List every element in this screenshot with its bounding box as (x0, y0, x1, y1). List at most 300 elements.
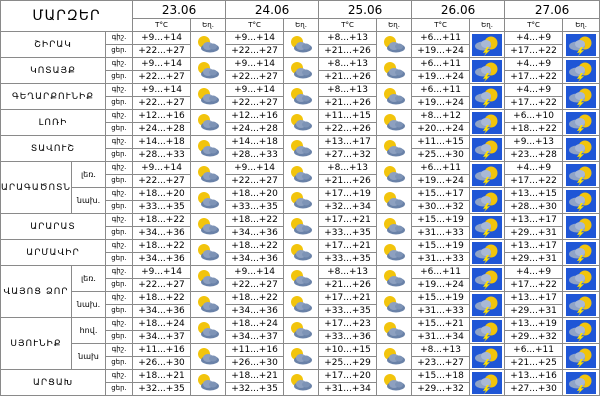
sun-thundercloud-icon (472, 86, 502, 108)
weather-cell (470, 266, 505, 292)
sun-thundercloud-icon (566, 346, 596, 368)
sun-behind-cloud-icon (381, 113, 407, 133)
sun-thundercloud-icon (566, 294, 596, 316)
weather-cell (377, 188, 412, 214)
table-row (1, 344, 600, 370)
weather-cell (191, 32, 226, 58)
night-temp: +11...+15 (324, 111, 371, 121)
temperature-cell (412, 136, 470, 162)
day-temp: +29...+31 (505, 226, 562, 239)
table-row (1, 370, 600, 396)
night-temp: +9...+14 (234, 267, 275, 277)
weather-cell (377, 58, 412, 84)
night-temp: +18...+22 (231, 215, 278, 225)
day-temp: +24...+28 (226, 122, 283, 135)
day-temp: +34...+37 (133, 330, 190, 343)
day-temp: +21...+26 (319, 44, 376, 57)
night-temp: +13...+17 (324, 137, 371, 147)
weather-cell (191, 110, 226, 136)
sun-behind-cloud-icon (288, 87, 314, 107)
day-temp: +22...+27 (226, 96, 283, 109)
sun-thundercloud-icon (472, 372, 502, 394)
day-temp: +21...+26 (319, 278, 376, 291)
day-temp: +18...+22 (505, 122, 562, 135)
sun-thundercloud-icon (566, 320, 596, 342)
temperature-cell (412, 58, 470, 84)
day-temp: +28...+30 (505, 200, 562, 213)
subregion-name: նախ. (72, 292, 106, 318)
night-temp: +15...+19 (417, 241, 464, 251)
temp-header: T°C (505, 19, 563, 32)
night-temp: +18...+24 (231, 319, 278, 329)
subregion-name: հով. (72, 318, 106, 344)
day-temp: +22...+27 (226, 70, 283, 83)
sun-behind-cloud-icon (195, 243, 221, 263)
sun-behind-cloud-icon (288, 295, 314, 315)
region-name: ԱՐՄԱՎԻՐ (1, 240, 106, 266)
regions-header: ՄԱՐԶԵՐ (1, 1, 133, 32)
day-temp: +29...+32 (412, 382, 469, 395)
temperature-cell (133, 58, 191, 84)
weather-cell (191, 344, 226, 370)
day-label: ցեր. (106, 148, 132, 161)
table-row (1, 188, 600, 214)
sun-thundercloud-icon (566, 216, 596, 238)
weather-cell (191, 370, 226, 396)
night-temp: +8...+13 (327, 33, 368, 43)
sun-behind-cloud-icon (381, 191, 407, 211)
night-temp: +11...+15 (417, 137, 464, 147)
weather-cell (470, 162, 505, 188)
night-temp: +18...+22 (138, 241, 185, 251)
night-label: գիշ. (111, 293, 127, 301)
temperature-cell (412, 370, 470, 396)
table-row (1, 110, 600, 136)
temperature-cell (505, 292, 563, 318)
subregion-name: լեռ. (72, 266, 106, 292)
sun-thundercloud-icon (472, 242, 502, 264)
day-temp: +26...+30 (226, 356, 283, 369)
sun-behind-cloud-icon (381, 217, 407, 237)
night-temp: +12...+16 (138, 111, 185, 121)
night-temp: +6...+10 (513, 111, 554, 121)
sun-behind-cloud-icon (288, 217, 314, 237)
day-label: ցեր. (106, 330, 132, 343)
night-temp: +4...+9 (516, 59, 552, 69)
day-temp: +17...+22 (505, 174, 562, 187)
temperature-cell (412, 344, 470, 370)
temperature-cell (226, 58, 284, 84)
temp-header: T°C (133, 19, 191, 32)
temperature-cell (505, 32, 563, 58)
day-temp: +31...+33 (412, 226, 469, 239)
night-temp: +6...+11 (420, 33, 461, 43)
weather-cell (563, 58, 600, 84)
weather-cell (377, 370, 412, 396)
weather-cell (563, 318, 600, 344)
temperature-cell (226, 318, 284, 344)
sun-behind-cloud-icon (195, 165, 221, 185)
night-temp: +15...+19 (417, 293, 464, 303)
sun-thundercloud-icon (566, 86, 596, 108)
table-row (1, 32, 600, 58)
sun-behind-cloud-icon (195, 139, 221, 159)
date-header: 23.06 (133, 1, 226, 19)
sun-behind-cloud-icon (381, 165, 407, 185)
temperature-cell (505, 136, 563, 162)
day-temp: +33...+35 (319, 226, 376, 239)
night-temp: +8...+13 (327, 85, 368, 95)
day-temp: +28...+33 (226, 148, 283, 161)
sun-behind-cloud-icon (195, 191, 221, 211)
day-temp: +32...+35 (226, 382, 283, 395)
night-label: գիշ. (111, 163, 127, 171)
day-temp: +33...+35 (226, 200, 283, 213)
temperature-cell (412, 266, 470, 292)
sun-behind-cloud-icon (195, 217, 221, 237)
temperature-cell (319, 32, 377, 58)
temperature-cell (412, 240, 470, 266)
day-label: ցեր. (106, 304, 132, 317)
day-temp: +31...+33 (412, 304, 469, 317)
time-of-day (106, 162, 133, 188)
night-temp: +4...+9 (516, 267, 552, 277)
night-temp: +18...+21 (231, 371, 278, 381)
night-temp: +9...+14 (141, 33, 182, 43)
sun-thundercloud-icon (472, 112, 502, 134)
day-temp: +26...+30 (133, 356, 190, 369)
weather-cell (563, 240, 600, 266)
sun-behind-cloud-icon (288, 139, 314, 159)
weather-cell (377, 266, 412, 292)
weather-cell (470, 58, 505, 84)
temperature-cell (133, 344, 191, 370)
temperature-cell (319, 214, 377, 240)
temperature-cell (505, 240, 563, 266)
time-of-day (106, 344, 133, 370)
weather-cell (377, 318, 412, 344)
temperature-cell (505, 214, 563, 240)
temperature-cell (505, 370, 563, 396)
sun-thundercloud-icon (472, 346, 502, 368)
day-temp: +21...+26 (319, 70, 376, 83)
sun-behind-cloud-icon (381, 139, 407, 159)
temperature-cell (226, 266, 284, 292)
night-temp: +14...+18 (231, 137, 278, 147)
day-temp: +17...+22 (505, 278, 562, 291)
weather-cell (470, 110, 505, 136)
night-label: գիշ. (111, 215, 127, 223)
temperature-cell (319, 266, 377, 292)
sun-thundercloud-icon (566, 34, 596, 56)
temperature-cell (505, 266, 563, 292)
day-temp: +23...+28 (505, 148, 562, 161)
time-of-day (106, 110, 133, 136)
day-temp: +34...+36 (133, 226, 190, 239)
weather-cell (470, 84, 505, 110)
day-temp: +34...+37 (226, 330, 283, 343)
sun-thundercloud-icon (566, 372, 596, 394)
weather-cell (284, 58, 319, 84)
night-temp: +8...+13 (327, 163, 368, 173)
weather-cell (284, 188, 319, 214)
weather-cell (191, 162, 226, 188)
day-temp: +29...+31 (505, 252, 562, 265)
night-label: գիշ. (111, 189, 127, 197)
day-temp: +22...+27 (133, 70, 190, 83)
weather-header: Եղ. (284, 19, 319, 32)
night-temp: +13...+19 (510, 319, 557, 329)
weather-cell (284, 84, 319, 110)
temperature-cell (505, 318, 563, 344)
temperature-cell (133, 370, 191, 396)
night-temp: +18...+22 (231, 293, 278, 303)
night-label: գիշ. (111, 59, 127, 67)
temperature-cell (319, 136, 377, 162)
day-temp: +21...+26 (319, 96, 376, 109)
weather-cell (284, 32, 319, 58)
weather-cell (563, 136, 600, 162)
sun-behind-cloud-icon (381, 87, 407, 107)
date-header: 27.06 (505, 1, 600, 19)
night-temp: +18...+22 (231, 241, 278, 251)
night-temp: +9...+14 (141, 59, 182, 69)
sun-thundercloud-icon (472, 216, 502, 238)
temperature-cell (319, 240, 377, 266)
sun-behind-cloud-icon (288, 347, 314, 367)
temperature-cell (505, 58, 563, 84)
sun-behind-cloud-icon (195, 269, 221, 289)
temperature-cell (412, 292, 470, 318)
temperature-cell (226, 136, 284, 162)
day-temp: +33...+35 (133, 200, 190, 213)
day-temp: +24...+28 (133, 122, 190, 135)
weather-cell (563, 32, 600, 58)
temperature-cell (505, 162, 563, 188)
date-header: 25.06 (319, 1, 412, 19)
temperature-cell (226, 292, 284, 318)
night-temp: +9...+14 (141, 85, 182, 95)
weather-header: Եղ. (191, 19, 226, 32)
day-temp: +32...+34 (319, 200, 376, 213)
temperature-cell (319, 344, 377, 370)
day-temp: +22...+27 (226, 44, 283, 57)
temperature-cell (412, 162, 470, 188)
sun-behind-cloud-icon (195, 347, 221, 367)
night-temp: +17...+23 (324, 319, 371, 329)
sun-behind-cloud-icon (381, 295, 407, 315)
day-label: ցեր. (106, 356, 132, 369)
temperature-cell (319, 84, 377, 110)
day-temp: +29...+32 (505, 330, 562, 343)
subregion-name: նախ (72, 344, 106, 370)
night-temp: +13...+17 (510, 241, 557, 251)
time-of-day (106, 136, 133, 162)
night-temp: +13...+15 (510, 189, 557, 199)
day-label: ցեր. (106, 252, 132, 265)
day-label: ցեր. (106, 122, 132, 135)
region-name: ԱՐՑԱԽ (1, 370, 106, 396)
table-row (1, 58, 600, 84)
day-temp: +31...+34 (412, 330, 469, 343)
sun-behind-cloud-icon (195, 321, 221, 341)
temperature-cell (226, 32, 284, 58)
night-temp: +18...+22 (138, 293, 185, 303)
sun-thundercloud-icon (472, 320, 502, 342)
temperature-cell (226, 110, 284, 136)
day-temp: +21...+25 (505, 356, 562, 369)
time-of-day (106, 188, 133, 214)
day-temp: +32...+35 (133, 382, 190, 395)
weather-cell (284, 292, 319, 318)
temperature-cell (226, 162, 284, 188)
weather-cell (563, 162, 600, 188)
night-temp: +15...+17 (417, 189, 464, 199)
weather-cell (470, 344, 505, 370)
temperature-cell (319, 58, 377, 84)
day-temp: +21...+26 (319, 174, 376, 187)
temperature-cell (133, 266, 191, 292)
night-label: գիշ. (111, 241, 127, 249)
day-label: ցեր. (106, 382, 132, 395)
weather-cell (191, 58, 226, 84)
day-temp: +34...+36 (226, 304, 283, 317)
weather-header: Եղ. (377, 19, 412, 32)
night-temp: +8...+13 (327, 59, 368, 69)
weather-cell (563, 84, 600, 110)
night-temp: +9...+14 (234, 163, 275, 173)
night-label: գիշ. (111, 85, 127, 93)
temperature-cell (226, 84, 284, 110)
day-temp: +33...+35 (319, 304, 376, 317)
temperature-cell (133, 240, 191, 266)
region-name: ԳԵՂԱՐՔՈՒՆԻՔ (1, 84, 106, 110)
night-temp: +8...+13 (420, 345, 461, 355)
table-row (1, 162, 600, 188)
sun-thundercloud-icon (472, 138, 502, 160)
time-of-day (106, 266, 133, 292)
sun-behind-cloud-icon (288, 113, 314, 133)
day-temp: +19...+24 (412, 278, 469, 291)
night-label: գիշ. (111, 111, 127, 119)
night-temp: +10...+15 (324, 345, 371, 355)
temp-header: T°C (412, 19, 470, 32)
weather-cell (377, 240, 412, 266)
sun-behind-cloud-icon (381, 347, 407, 367)
night-temp: +17...+19 (324, 189, 371, 199)
table-row (1, 292, 600, 318)
weather-header: Եղ. (470, 19, 505, 32)
region-name: ԼՈՌԻ (1, 110, 106, 136)
day-temp: +17...+22 (505, 96, 562, 109)
table-row (1, 84, 600, 110)
table-row (1, 136, 600, 162)
temperature-cell (412, 84, 470, 110)
day-label: ցեր. (106, 200, 132, 213)
night-temp: +6...+11 (420, 85, 461, 95)
weather-cell (470, 318, 505, 344)
sun-behind-cloud-icon (288, 269, 314, 289)
weather-cell (470, 32, 505, 58)
sun-thundercloud-icon (566, 138, 596, 160)
sun-behind-cloud-icon (195, 113, 221, 133)
day-temp: +22...+27 (226, 278, 283, 291)
night-temp: +15...+21 (417, 319, 464, 329)
night-temp: +15...+19 (417, 215, 464, 225)
time-of-day (106, 32, 133, 58)
sun-thundercloud-icon (472, 60, 502, 82)
sun-behind-cloud-icon (195, 87, 221, 107)
weather-cell (470, 292, 505, 318)
weather-cell (563, 370, 600, 396)
sun-thundercloud-icon (472, 34, 502, 56)
sun-behind-cloud-icon (381, 373, 407, 393)
temperature-cell (133, 318, 191, 344)
temperature-cell (226, 370, 284, 396)
temperature-cell (133, 162, 191, 188)
day-temp: +22...+27 (133, 44, 190, 57)
temperature-cell (412, 110, 470, 136)
table-row (1, 318, 600, 344)
night-temp: +4...+9 (516, 163, 552, 173)
night-temp: +17...+20 (324, 371, 371, 381)
temp-header: T°C (226, 19, 284, 32)
weather-cell (377, 292, 412, 318)
temperature-cell (133, 110, 191, 136)
weather-cell (284, 266, 319, 292)
night-temp: +9...+14 (141, 267, 182, 277)
day-temp: +34...+36 (133, 304, 190, 317)
day-label: ցեր. (106, 70, 132, 83)
temperature-cell (133, 32, 191, 58)
sun-thundercloud-icon (472, 268, 502, 290)
weather-cell (377, 344, 412, 370)
region-name: ՎԱՅՈՑ ՁՈՐ (1, 266, 72, 318)
weather-cell (284, 318, 319, 344)
sun-thundercloud-icon (566, 112, 596, 134)
day-temp: +22...+27 (226, 174, 283, 187)
night-temp: +6...+11 (420, 163, 461, 173)
day-temp: +31...+34 (319, 382, 376, 395)
temperature-cell (133, 188, 191, 214)
weather-cell (377, 214, 412, 240)
day-temp: +31...+33 (412, 252, 469, 265)
region-name: ՍՅՈՒՆԻՔ (1, 318, 72, 370)
day-temp: +22...+27 (133, 96, 190, 109)
night-temp: +11...+16 (138, 345, 185, 355)
day-temp: +19...+24 (412, 44, 469, 57)
night-label: գիշ. (111, 345, 127, 353)
time-of-day (106, 58, 133, 84)
day-temp: +29...+31 (505, 304, 562, 317)
weather-cell (563, 188, 600, 214)
temperature-cell (319, 318, 377, 344)
day-temp: +33...+35 (319, 252, 376, 265)
day-temp: +22...+27 (133, 174, 190, 187)
day-temp: +34...+36 (133, 252, 190, 265)
weather-cell (284, 214, 319, 240)
day-temp: +25...+29 (319, 356, 376, 369)
night-temp: +8...+12 (420, 111, 461, 121)
subregion-name: նախ. (72, 188, 106, 214)
night-temp: +18...+20 (138, 189, 185, 199)
day-temp: +27...+30 (505, 382, 562, 395)
night-label: գիշ. (111, 371, 127, 379)
sun-thundercloud-icon (472, 164, 502, 186)
sun-behind-cloud-icon (381, 321, 407, 341)
day-temp: +19...+24 (412, 174, 469, 187)
night-temp: +8...+13 (327, 267, 368, 277)
